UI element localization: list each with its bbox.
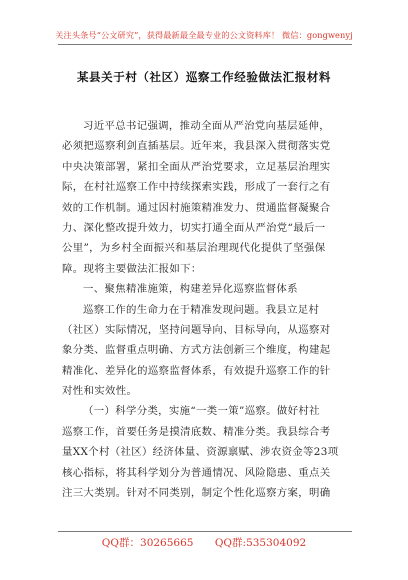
body-line: 对性和实效性。: [62, 385, 138, 398]
body-line: 量XX个村（社区）经济体量、资源禀赋、涉农资金等23项: [62, 446, 339, 459]
body-line: 核心指标，将其科学划分为普通情况、风险隐患、重点关: [62, 466, 331, 479]
header-promo: 关注头条号“公文研究”，获得最新最全最专业的公文资料库！ 微信：gongwenyj: [55, 30, 353, 40]
body-line: 际，在村社巡察工作中持续探索实践，形成了一套行之有: [62, 181, 331, 194]
body-line: （社区）实际情况，坚持问题导向、目标导向，从巡察对: [62, 323, 331, 336]
body-line: 精准化、差异化的巡察监督体系，有效提升巡察工作的针: [62, 364, 331, 377]
body-line: 障。现将主要做法汇报如下：: [62, 262, 202, 275]
body-line: 效的工作机制。通过因村施策精准发力、贯通监督凝聚合: [62, 201, 331, 214]
footer-divider: [58, 531, 352, 532]
footer-qq-group-1: QQ群：30265665: [101, 537, 194, 549]
footer-qq-group-2: QQ群:535304092: [214, 537, 307, 549]
body-line: 习近平总书记强调，推动全面从严治党向基层延伸，: [83, 120, 331, 132]
footer: [0, 535, 408, 550]
body-line: 力、深化整改提升效力，切实打通全面从严治党“最后一: [62, 221, 326, 234]
document-body: [62, 116, 348, 503]
body-line: （一）科学分类，实施“一类一策”巡察。做好村社: [83, 405, 320, 418]
body-line: 中央决策部署，紧扣全面从严治党要求，立足基层治理实: [62, 160, 331, 173]
header-divider: [58, 44, 352, 45]
body-line: 一、聚焦精准施策，构建差异化巡察监督体系: [83, 283, 298, 296]
body-line: 必须把巡察利剑直插基层。近年来，我县深入贯彻落实党: [62, 140, 331, 153]
body-line: 公里”，为乡村全面振兴和基层治理现代化提供了坚强保: [62, 242, 326, 255]
body-line: 巡察工作的生命力在于精准发现问题。我县立足村: [83, 303, 320, 316]
document-title: 某县关于村（社区）巡察工作经验做法汇报材料: [76, 70, 332, 84]
body-line: 注三大类别。针对不同类别，制定个性化巡察方案，明确: [62, 487, 331, 500]
body-line: 象分类、监督重点明确、方式方法创新三个维度，构建起: [62, 344, 331, 357]
body-line: 巡察工作，首要任务是摸清底数、精准分类。我县综合考: [62, 425, 331, 438]
